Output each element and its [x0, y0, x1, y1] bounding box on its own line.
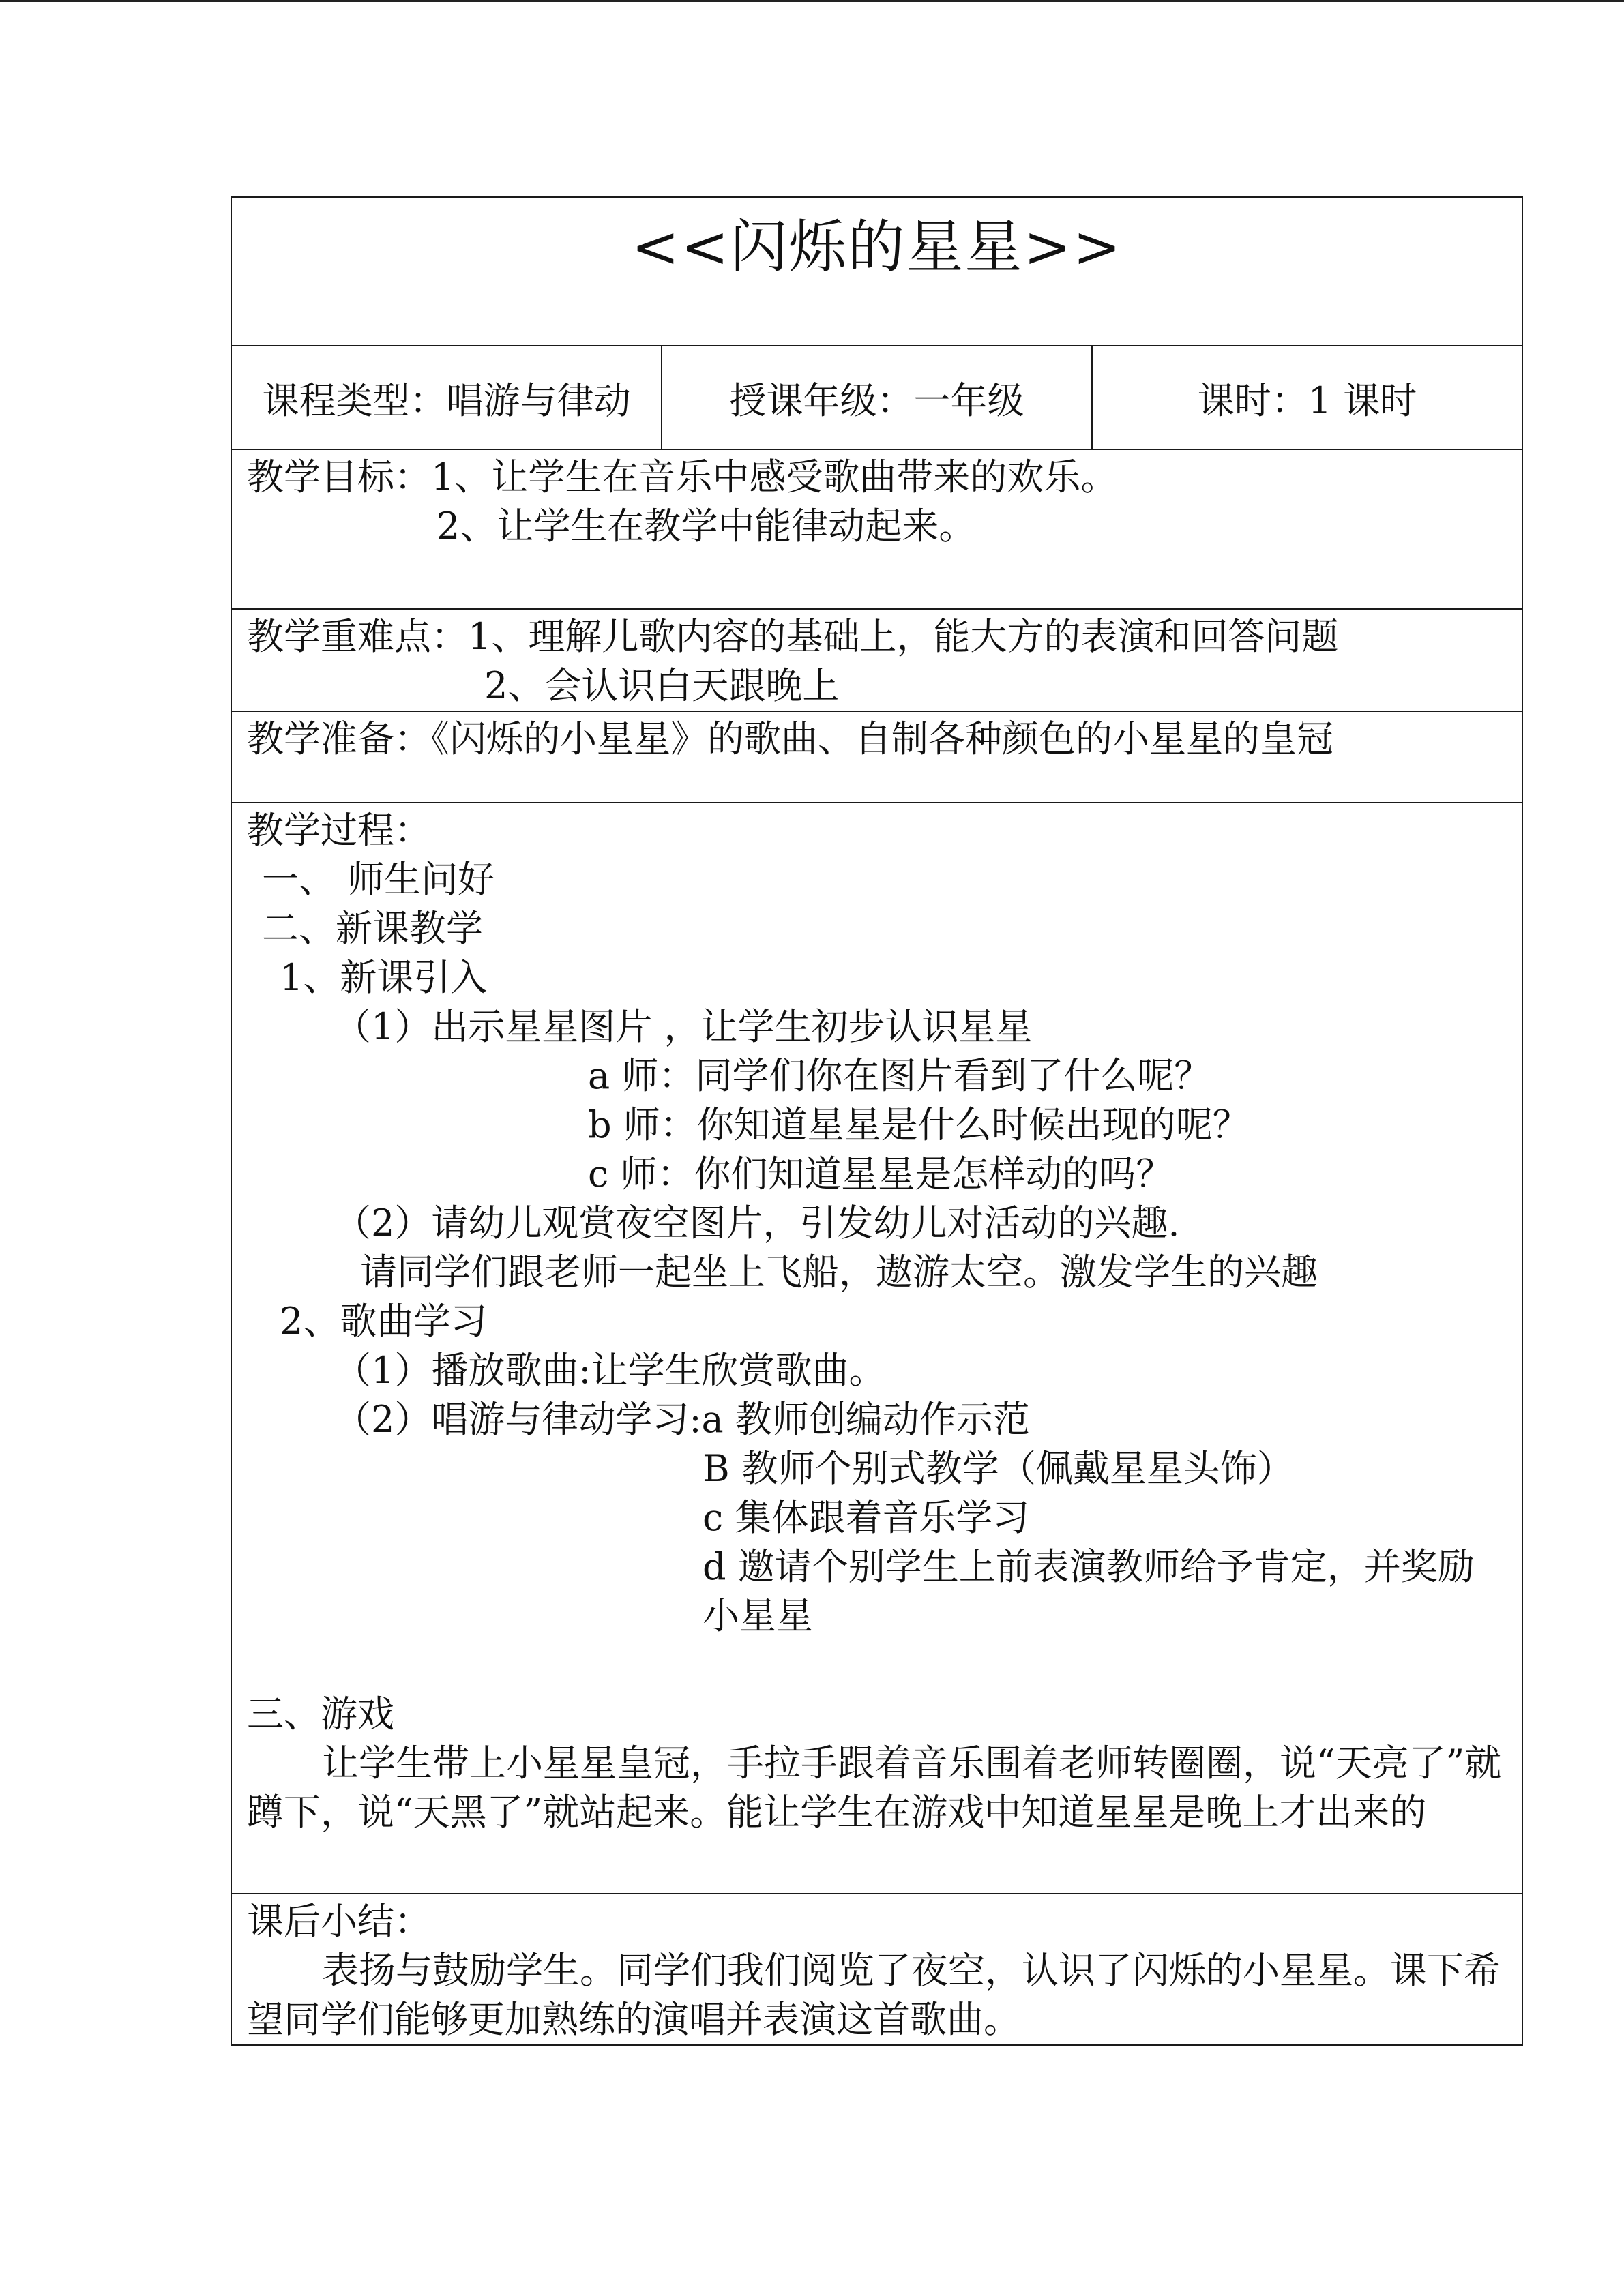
title-cell — [231, 197, 1522, 346]
subsection-song-learning: 2、歌曲学习 — [280, 1300, 488, 1343]
key-difficulty-cell — [231, 609, 1522, 711]
summary-row — [231, 1894, 1522, 2045]
step-rhythm-b: B 教师个别式教学（佩戴星星头饰） — [703, 1447, 1294, 1490]
step-rhythm-c: c 集体跟着音乐学习 — [703, 1496, 1030, 1539]
page-title: <<闪烁的星星>> — [631, 213, 1123, 280]
summary-text: 表扬与鼓励学生。同学们我们阅览了夜空，认识了闪烁的小星星。课下希望同学们能够更加熟练的演唱并表演这首歌曲。 — [247, 1949, 1501, 2041]
step-play-song: （1）播放歌曲:让学生欣赏歌曲。 — [334, 1349, 886, 1392]
summary-heading: 课后小结： — [247, 1900, 431, 1943]
step-night-sky-detail: 请同学们跟老师一起坐上飞船，遨游太空。激发学生的兴趣 — [360, 1251, 1318, 1294]
step-rhythm-d-wrapper — [247, 1542, 1507, 1641]
process-heading: 教学过程： — [247, 809, 431, 852]
goals-row — [231, 449, 1522, 609]
preparation-text: 教学准备：《闪烁的小星星》的歌曲、自制各种颜色的小星星的皇冠 — [247, 717, 1333, 760]
teaching-preparation-cell — [231, 711, 1522, 803]
top-border-line — [0, 0, 1624, 2]
section-new-lesson: 二、新课教学 — [262, 907, 483, 950]
difficulty-line-1: 教学重难点：1、理解儿歌内容的基础上，能大方的表演和回答问题 — [247, 615, 1339, 658]
lesson-plan-table — [231, 196, 1523, 2046]
step-night-sky: （2）请幼儿观赏夜空图片，引发幼儿对活动的兴趣. — [334, 1202, 1180, 1244]
goal-line-2: 2、让学生在教学中能律动起来。 — [437, 505, 976, 548]
game-description: 让学生带上小星星皇冠，手拉手跟着音乐围着老师转圈圈，说“天亮了”就蹲下，说“天黑了”就站起来。能让学生在游戏中知道星星是晚上才出来的 — [247, 1742, 1502, 1834]
difficulty-row — [231, 609, 1522, 711]
section-greeting: 一、 师生问好 — [262, 858, 495, 901]
step-rhythm-learning: （2）唱游与律动学习:a 教师创编动作示范 — [334, 1398, 1030, 1441]
question-b: b 师：你知道星星是什么时候出现的呢？ — [588, 1103, 1250, 1146]
teaching-process-cell — [231, 803, 1522, 1894]
teaching-goals-cell — [231, 449, 1522, 609]
hours-cell: 课时：1 课时 — [1092, 346, 1522, 449]
spacer — [247, 1641, 1507, 1690]
preparation-row — [231, 711, 1522, 803]
course-type-cell: 课程类型：唱游与律动 — [231, 346, 662, 449]
meta-row — [231, 346, 1522, 449]
title-row — [231, 197, 1522, 346]
goal-line-1: 教学目标：1、让学生在音乐中感受歌曲带来的欢乐。 — [247, 456, 1118, 498]
difficulty-line-2: 2、会认识白天跟晚上 — [484, 664, 840, 707]
lesson-summary-cell — [231, 1894, 1522, 2045]
question-a: a 师：同学们你在图片看到了什么呢？ — [588, 1054, 1211, 1097]
grade-cell: 授课年级：一年级 — [662, 346, 1092, 449]
section-game: 三、游戏 — [247, 1693, 394, 1735]
step-rhythm-d: d 邀请个别学生上前表演教师给予肯定，并奖励小星星 — [703, 1545, 1475, 1637]
process-row — [231, 803, 1522, 1894]
subsection-introduction: 1、新课引入 — [280, 956, 488, 999]
question-c: c 师：你们知道星星是怎样动的吗？ — [588, 1152, 1173, 1195]
step-show-star-picture: （1）出示星星图片 ，让学生初步认识星星 — [334, 1005, 1033, 1048]
